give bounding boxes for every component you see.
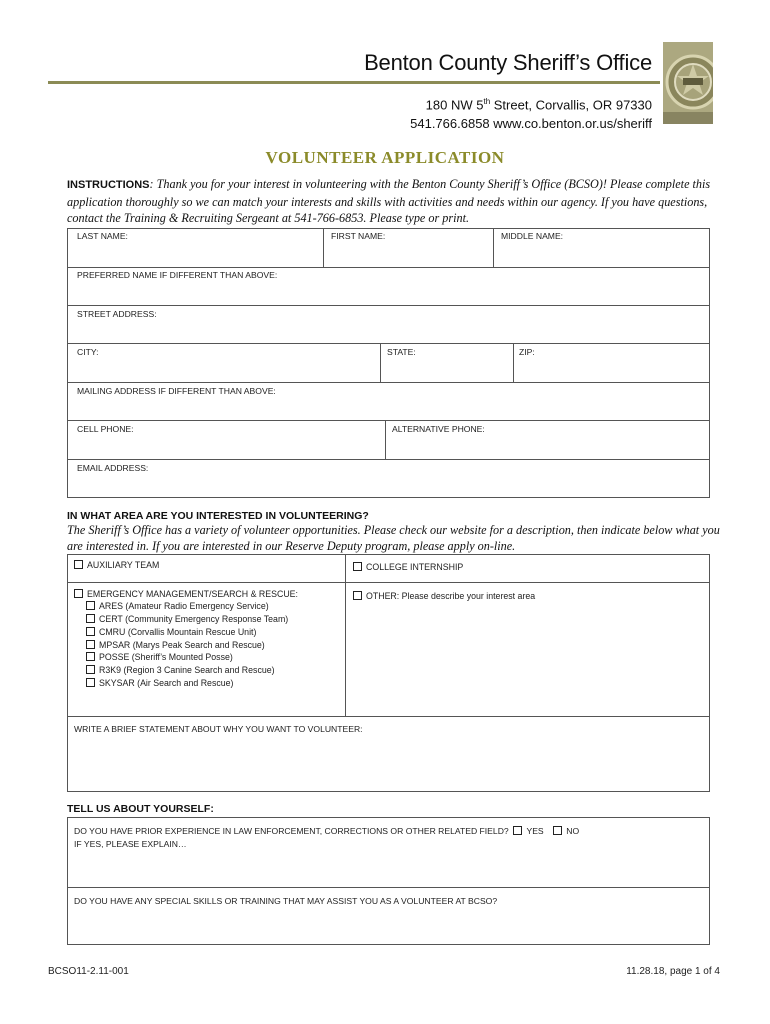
checkbox-icon[interactable] [86,678,95,687]
alternative-phone-field[interactable]: ALTERNATIVE PHONE: [392,424,485,434]
col-divider [380,343,381,383]
first-name-field[interactable]: FIRST NAME: [331,231,386,241]
college-internship-option[interactable]: COLLEGE INTERNSHIP [353,562,463,572]
page-number: 11.28.18, page 1 of 4 [626,966,720,977]
personal-info-form [67,228,710,498]
office-name: Benton County Sheriff’s Office [364,50,652,75]
street-address-field[interactable]: STREET ADDRESS: [77,309,157,319]
checkbox-icon[interactable] [86,601,95,610]
instructions-lead: INSTRUCTIONS [67,179,150,191]
row-divider [67,382,710,383]
preferred-name-field[interactable]: PREFERRED NAME IF DIFFERENT THAN ABOVE: [77,270,278,280]
col-divider [345,554,346,716]
interest-heading: IN WHAT AREA ARE YOU INTERESTED IN VOLUNTEERING? [67,510,369,522]
no-checkbox-icon[interactable] [553,826,562,835]
state-field[interactable]: STATE: [387,347,416,357]
prior-experience-question: DO YOU HAVE PRIOR EXPERIENCE IN LAW ENFORCEMENT, CORRECTIONS OR OTHER RELATED FIELD? YES NO [74,826,580,836]
cell-phone-field[interactable]: CELL PHONE: [77,424,134,434]
checkbox-icon[interactable] [86,665,95,674]
form-id: BCSO11-2.11-001 [48,966,129,977]
row-divider [67,582,710,583]
row-divider [67,267,710,268]
sub-option-skysar[interactable]: SKYSAR (Air Search and Rescue) [86,678,233,688]
col-divider [385,420,386,460]
special-skills-field[interactable]: DO YOU HAVE ANY SPECIAL SKILLS OR TRAINING THAT MAY ASSIST YOU AS A VOLUNTEER AT BCSO? [74,896,498,906]
zip-field[interactable]: ZIP: [519,347,535,357]
sub-option-r3k9[interactable]: R3K9 (Region 3 Canine Search and Rescue) [86,665,275,675]
city-field[interactable]: CITY: [77,347,99,357]
row-divider [67,459,710,460]
document-title: VOLUNTEER APPLICATION [265,148,505,167]
instructions [67,176,717,227]
auxiliary-team-option[interactable]: AUXILIARY TEAM [74,560,159,570]
email-address-field[interactable]: EMAIL ADDRESS: [77,463,149,473]
volunteer-statement-field[interactable]: WRITE A BRIEF STATEMENT ABOUT WHY YOU WANT TO VOLUNTEER: [74,724,363,734]
explain-field[interactable]: IF YES, PLEASE EXPLAIN… [74,839,187,849]
about-form [67,817,710,945]
checkbox-icon[interactable] [74,560,83,569]
sub-option-mpsar[interactable]: MPSAR (Marys Peak Search and Rescue) [86,640,265,650]
row-divider [67,887,710,888]
sub-option-ares[interactable]: ARES (Amateur Radio Emergency Service) [86,601,269,611]
row-divider [67,343,710,344]
instructions-text: : Thank you for your interest in volunteering with the Benton County Sheriff’s Office (BCSO)! Please complete this application thoroughly so we can match your interests and skills with activities and needs within our agency. If you have questions, contact the Training & Recruiting Sergeant at 541-766-6853. Please type or print. [67,177,711,225]
checkbox-icon[interactable] [86,640,95,649]
row-divider [67,420,710,421]
sheriff-badge-seal [663,42,713,124]
interest-description: The Sheriff’s Office has a variety of volunteer opportunities. Please check our website for a description, then indicate below what you are interested in. If you are interested in our Reserve Deputy program, please apply on-line. [67,523,720,553]
about-heading: TELL US ABOUT YOURSELF: [67,803,214,815]
office-contact: 541.766.6858 www.co.benton.or.us/sheriff [410,116,652,131]
checkbox-icon[interactable] [353,562,362,571]
middle-name-field[interactable]: MIDDLE NAME: [501,231,564,241]
sub-option-posse[interactable]: POSSE (Sheriff’s Mounted Posse) [86,652,233,662]
row-divider [67,716,710,717]
sub-option-cert[interactable]: CERT (Community Emergency Response Team) [86,614,288,624]
header-rule [48,81,660,84]
sub-option-cmru[interactable]: CMRU (Corvallis Mountain Rescue Unit) [86,627,256,637]
yes-checkbox-icon[interactable] [513,826,522,835]
checkbox-icon[interactable] [74,589,83,598]
checkbox-icon[interactable] [86,614,95,623]
other-option[interactable]: OTHER: Please describe your interest area [353,591,535,601]
col-divider [493,228,494,268]
col-divider [513,343,514,383]
col-divider [323,228,324,268]
row-divider [67,305,710,306]
last-name-field[interactable]: LAST NAME: [77,231,128,241]
checkbox-icon[interactable] [353,591,362,600]
mailing-address-field[interactable]: MAILING ADDRESS IF DIFFERENT THAN ABOVE: [77,386,276,396]
checkbox-icon[interactable] [86,652,95,661]
emergency-management-option[interactable]: EMERGENCY MANAGEMENT/SEARCH & RESCUE: [74,589,298,599]
checkbox-icon[interactable] [86,627,95,636]
office-address: 180 NW 5th Street, Corvallis, OR 97330 [425,97,652,113]
